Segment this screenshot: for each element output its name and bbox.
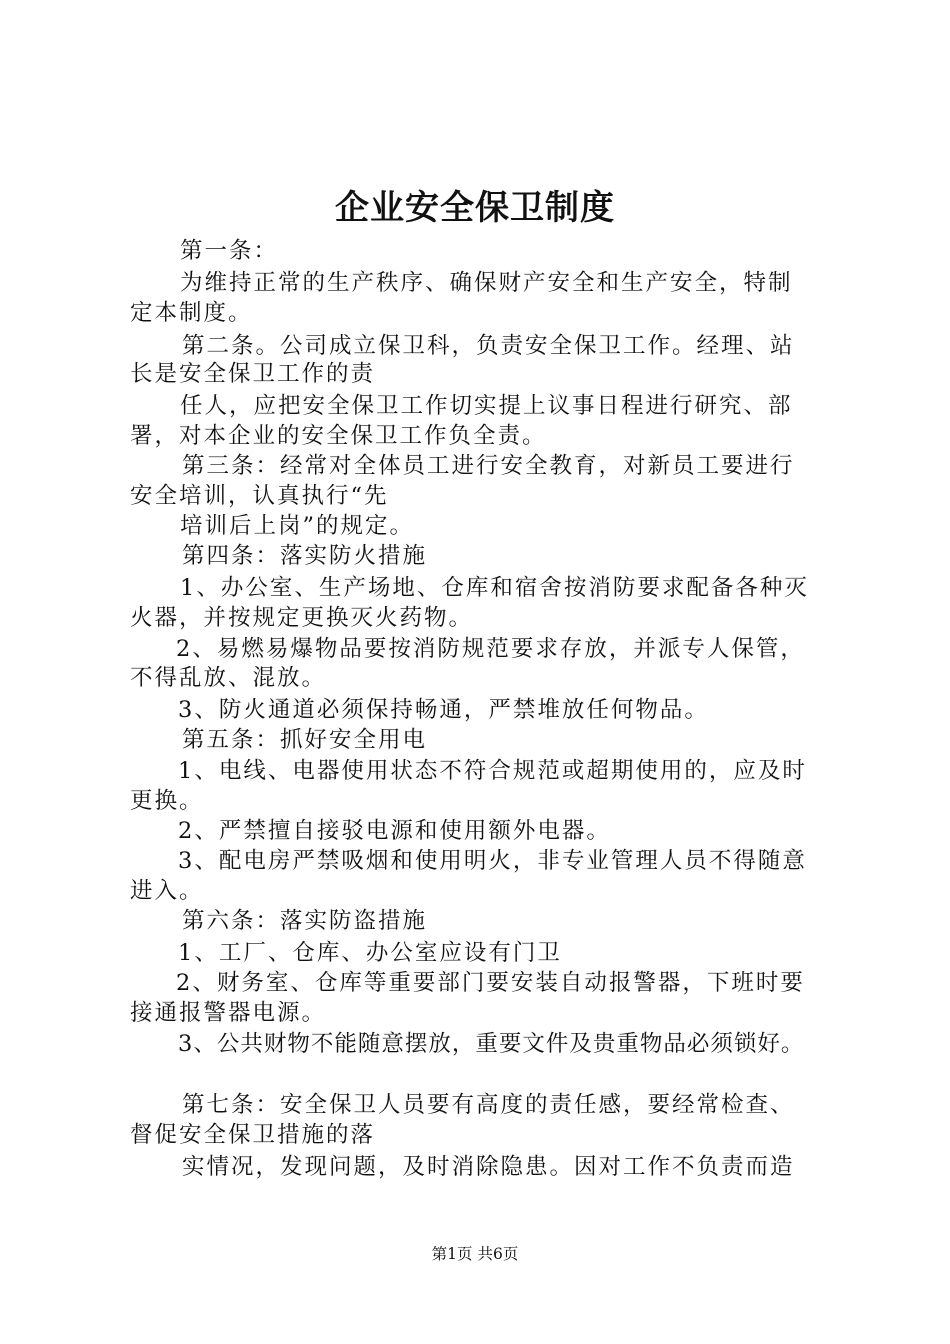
text-line: 任人，应把安全保卫工作切实提上议事日程进行研究、部 — [180, 393, 793, 419]
text-line: 署，对本企业的安全保卫工作负全责。 — [130, 423, 547, 449]
text-line: 3、配电房严禁吸烟和使用明火，非专业管理人员不得随意 — [178, 848, 807, 874]
text-line: 第二条。公司成立保卫科，负责安全保卫工作。经理、站 — [182, 333, 795, 359]
text-line: 不得乱放、混放。 — [130, 665, 327, 691]
text-line: 第一条： — [180, 238, 279, 264]
text-line: 火器，并按规定更换灭火药物。 — [130, 605, 474, 631]
text-line: 第七条：安全保卫人员要有高度的责任感，要经常检查、 — [182, 1092, 795, 1118]
text-line: 2、严禁擅自接驳电源和使用额外电器。 — [178, 818, 611, 844]
text-line: 培训后上岗”的规定。 — [180, 513, 415, 539]
text-line: 督促安全保卫措施的落 — [130, 1122, 376, 1148]
text-line: 第五条：抓好安全用电 — [182, 727, 428, 753]
text-line: 3、公共财物不能随意摆放，重要文件及贵重物品必须锁好。 — [178, 1031, 805, 1057]
text-line: 3、防火通道必须保持畅通，严禁堆放任何物品。 — [178, 697, 709, 723]
text-line: 进入。 — [130, 878, 204, 904]
text-line: 更换。 — [130, 788, 204, 814]
text-line: 第四条：落实防火措施 — [182, 543, 428, 569]
text-line: 2、易燃易爆物品要按消防规范要求存放，并派专人保管， — [176, 636, 805, 662]
text-line: 接通报警器电源。 — [130, 1000, 327, 1026]
text-line: 1、工厂、仓库、办公室应设有门卫 — [178, 940, 562, 966]
text-line: 长是安全保卫工作的责 — [130, 361, 376, 387]
text-line: 为维持正常的生产秩序、确保财产安全和生产安全，特制 — [180, 270, 793, 296]
text-line: 第六条：落实防盗措施 — [182, 908, 428, 934]
document-title: 企业安全保卫制度 — [335, 188, 615, 228]
text-line: 2、财务室、仓库等重要部门要安装自动报警器，下班时要 — [176, 970, 805, 996]
text-line: 定本制度。 — [130, 300, 253, 326]
text-line: 安全培训，认真执行“先 — [130, 483, 389, 509]
text-line: 1、办公室、生产场地、仓库和宿舍按消防要求配备各种灭 — [180, 575, 809, 601]
page-number: 第1页 共6页 — [431, 1245, 519, 1263]
text-line: 第三条：经常对全体员工进行安全教育，对新员工要进行 — [182, 453, 795, 479]
text-line: 实情况，发现问题，及时消除隐患。因对工作不负责而造 — [182, 1154, 795, 1180]
text-line: 1、电线、电器使用状态不符合规范或超期使用的，应及时 — [178, 758, 807, 784]
